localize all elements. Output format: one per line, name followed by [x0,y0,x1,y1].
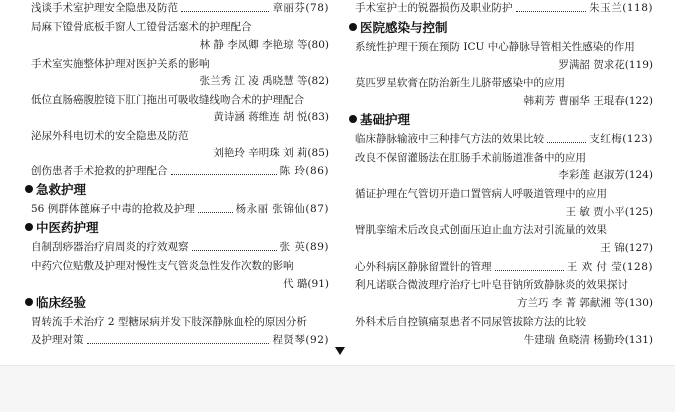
entry-authors: 林 静 李凤卿 李艳琼 等(80) [199,39,329,51]
section-heading-tcm: 中医药护理 [25,219,99,237]
entry-title[interactable]: 莫匹罗星软膏在防治新生儿脐带感染中的应用 [355,77,565,89]
entry-authors: 张兰秀 江 凌 禹晓慧 等(82) [199,75,329,87]
section-heading-basic: 基础护理 [349,111,410,129]
entry-authors: 黄诗涵 蒋维连 胡 悦(83) [213,111,329,123]
footer-band [0,365,675,412]
leader-dots [181,11,269,12]
toc-entry[interactable] [31,163,329,180]
entry-title: 自制刮痧器治疗肩周炎的疗效观察 [31,241,189,253]
entry-authors: 牛建瑞 鱼晓清 杨勤玲(131) [523,334,653,346]
leader-dots [198,212,233,213]
entry-title[interactable]: 利凡诺联合微波理疗治疗七叶皂苷钠所致静脉炎的效果探讨 [355,279,628,291]
bullet-icon [25,298,33,306]
leader-dots [516,11,587,12]
entry-title: 临床静脉输液中三种排气方法的效果比较 [355,133,544,145]
entry-authors-line [31,73,329,90]
entry-authors-line [355,295,653,312]
entry-title[interactable]: 改良不保留灌肠法在肛肠手术前肠道准备中的应用 [355,152,586,164]
bullet-icon [25,223,33,231]
entry-title: 心外科病区静脉留置针的管理 [355,261,492,273]
toc-entry[interactable] [355,259,653,276]
entry-authors-line [355,204,653,221]
entry-title: 56 例群体蓖麻子中毒的抢救及护理 [31,203,195,215]
entry-authors: 支红梅(123) [589,133,653,145]
entry-authors-line [31,276,329,293]
toc-entry[interactable] [31,239,329,256]
toc-entry[interactable] [355,131,653,148]
entry-title[interactable]: 臂肌挛缩术后改良式创面压迫止血方法对引流量的效果 [355,224,607,236]
entry-authors: 张 英(89) [279,241,329,253]
leader-dots [87,343,270,344]
entry-title[interactable]: 循证护理在气管切开造口置管病人呼吸道管理中的应用 [355,188,607,200]
entry-title[interactable]: 手术室实施整体护理对医护关系的影响 [31,58,210,70]
entry-authors: 章丽芬(78) [272,2,329,14]
bullet-icon [25,185,33,193]
entry-title: 创伤患者手术抢救的护理配合 [31,165,168,177]
entry-title[interactable]: 中药穴位贴敷及护理对慢性支气管炎急性发作次数的影响 [31,260,294,272]
entry-title[interactable]: 局麻下镫骨底板手窗人工镫骨活塞术的护理配合 [31,21,252,33]
entry-authors: 陈 玲(86) [279,165,329,177]
entry-authors: 王 敏 贾小平(125) [565,206,653,218]
entry-authors: 朱玉兰(118) [589,2,653,14]
entry-authors: 程贤琴(92) [272,334,329,346]
entry-title[interactable]: 泌尿外科电切术的安全隐患及防范 [31,130,189,142]
entry-authors: 王 欢 付 莹(128) [566,261,653,273]
toc-entry[interactable] [31,0,329,17]
entry-authors: 刘艳玲 辛明珠 刘 莉(85) [213,147,329,159]
section-heading-infection: 医院感染与控制 [349,19,448,37]
entry-authors: 代 璐(91) [283,278,329,290]
leader-dots [171,174,277,175]
toc-entry[interactable] [355,0,653,17]
entry-title[interactable]: 低位直肠癌腹腔镜下肛门拖出可吸收缝线吻合术的护理配合 [31,94,304,106]
entry-authors-line [31,37,329,54]
entry-authors: 罗满韶 贺求花(119) [558,59,653,71]
entry-title[interactable]: 系统性护理干预在预防 ICU 中心静脉导管相关性感染的作用 [355,41,635,53]
continue-arrow-icon[interactable] [335,347,345,355]
entry-authors-line [355,167,653,184]
leader-dots [192,250,277,251]
toc-entry[interactable] [31,201,329,218]
bullet-icon [349,23,357,31]
entry-authors: 韩莉芳 曹丽华 王琨春(122) [523,95,653,107]
entry-authors-line [355,57,653,74]
leader-dots [495,270,564,271]
entry-authors-line [31,109,329,126]
toc-entry-continued[interactable] [31,332,329,349]
entry-authors-line [31,145,329,162]
bullet-icon [349,115,357,123]
entry-title[interactable]: 外科术后自控镇痛泵患者不同尿管拔除方法的比较 [355,316,586,328]
entry-title: 手术室护士的锐器损伤及职业防护 [355,2,513,14]
entry-authors-line [355,332,653,349]
leader-dots [547,142,586,143]
entry-authors: 王 锦(127) [600,242,653,254]
section-heading-clinical: 临床经验 [25,294,86,312]
entry-authors-line [355,240,653,257]
entry-authors: 杨永丽 张锦仙(87) [235,203,329,215]
entry-authors-line [355,93,653,110]
entry-title: 浅谈手术室护理安全隐患及防范 [31,2,178,14]
entry-title: 及护理对策 [31,334,84,346]
entry-authors: 李彩莲 赵淑芳(124) [558,169,653,181]
entry-authors: 方兰巧 李 菁 郭献湘 等(130) [516,297,653,309]
entry-title[interactable]: 胃转流手术治疗 2 型糖尿病并发下肢深静脉血栓的原因分析 [31,316,307,328]
section-heading-emergency: 急救护理 [25,181,86,199]
